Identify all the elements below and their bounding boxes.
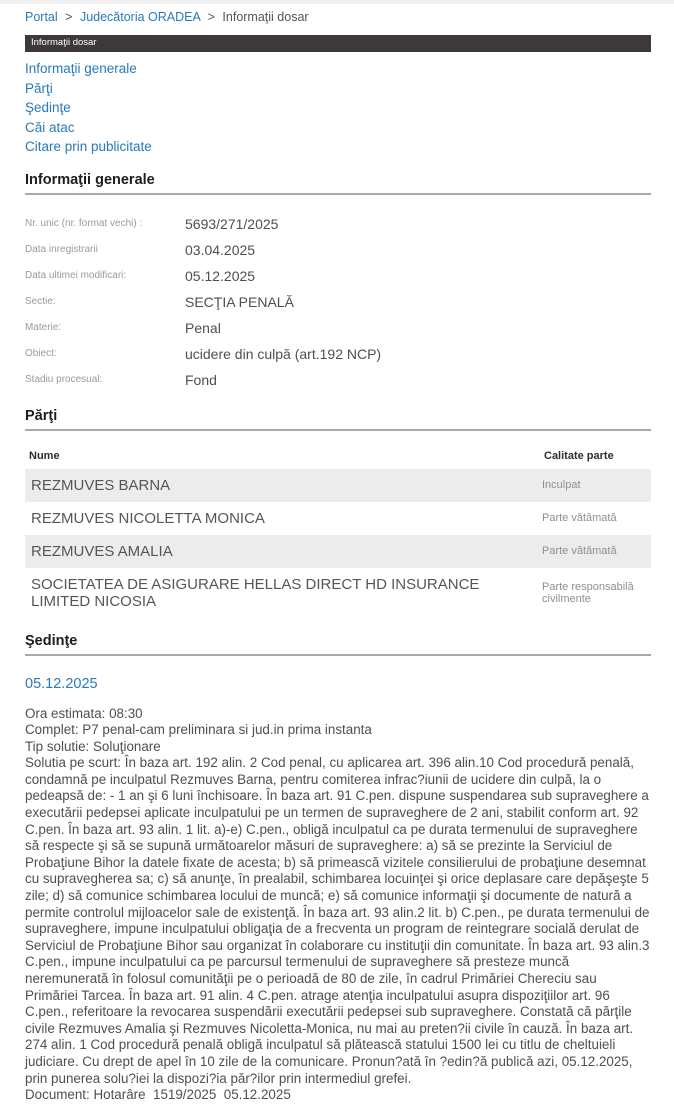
party-name: REZMUVES BARNA bbox=[25, 469, 540, 502]
nav-link-citare-prin-publicitate[interactable]: Citare prin publicitate bbox=[25, 139, 152, 154]
column-header-nume: Nume bbox=[29, 449, 60, 462]
section-informatii-generale bbox=[25, 172, 651, 393]
hearing-details bbox=[25, 706, 651, 1104]
breadcrumb-current-page: Informaţii dosar bbox=[222, 10, 309, 24]
breadcrumb-separator: > bbox=[207, 10, 215, 24]
field-value-matter: Penal bbox=[185, 319, 221, 336]
hearing-solution-summary: Solutia pe scurt: În baza art. 192 alin. 2 Cod penal, cu aplicarea art. 396 alin.10 Cod procedură penală, condamnă pe inculpatul Rezmuves Barna, pentru comiterea infrac?iunii de ucidere din culpă, la o pedeapsă de: - 1 an şi 6 luni închisoare. În baza art. 91 C.pen. dispune suspendarea sub supraveghere a executării pedepsei aplicate inculpatului pe un termen de supraveghere de 2 ani, stabilit conform art. 92 C.pen. În baza art. 93 alin. 1 lit. a)-e) C.pen., obligă inculpatul ca pe durata termenului de supraveghere să respecte şi să se supună următoarelor măsuri de supraveghere: a) să se prezinte la Serviciul de Probaţiune Bihor la datele fixate de acesta; b) să primească vizitele consilierului de probaţiune desemnat cu supravegherea sa; c) să anunţe, în prealabil, schimbarea locuinţei şi orice deplasare care depăşeşte 5 zile; d) să comunice schimbarea locului de muncă; e) să comunice informaţii şi documente de natură a permite controlul mijloacelor sale de existenţă. În baza art. 93 alin.2 lit. b) C.pen., pe durata termenului de supraveghere, impune inculpatului obligaţia de a frecventa un program de reintegrare socială derulat de Serviciul de Probaţiune Bihor sau organizat în colaborare cu instituţii din comunitate. În baza art. 93 alin.3 C.pen., impune inculpatului ca pe parcursul termenului de supraveghere să presteze muncă neremunerată în folosul comunităţii pe o perioadă de 80 de zile, în cadrul Primăriei Chereciu sau Primăriei Tarcea. În baza art. 91 alin. 4 C.pen. atrage atenţia inculpatului asupra dispoziţiilor art. 96 C.pen., referitoare la revocarea suspendării executării pedepsei sub supraveghere. Constată că părţile civile Rezmuves Amalia şi Rezmuves Nicoletta-Monica, nu mai au preten?ii civile în cauză. În baza art. 274 alin. 1 Cod procedură penală obligă inculpatul să plătească statului 1500 lei cu titlu de cheltuieli judiciare. Cu drept de apel în 10 zile de la comunicare. Pronun?ată în ?edin?ă publică azi, 05.12.2025, prin punerea solu?iei la dispozi?ia păr?ilor prin intermediul grefei. bbox=[25, 755, 650, 1086]
field-row-obiect bbox=[25, 341, 651, 367]
hearing-solution-type: Tip solutie: Soluţionare bbox=[25, 738, 161, 754]
field-row-sectie bbox=[25, 289, 651, 315]
field-row-data-inregistrarii bbox=[25, 237, 651, 263]
field-label: Obiect: bbox=[25, 348, 57, 359]
field-value-object: ucidere din culpă (art.192 NCP) bbox=[185, 345, 382, 362]
column-header-calitate-parte: Calitate parte bbox=[544, 449, 614, 462]
section-sedinte bbox=[25, 633, 651, 1104]
party-role: Parte vătămată bbox=[542, 512, 617, 524]
field-label: Data ultimei modificari: bbox=[25, 270, 127, 281]
hearing-panel: Complet: P7 penal-cam preliminara si jud.in prima instanta bbox=[25, 722, 372, 738]
page-content bbox=[25, 10, 651, 1104]
field-label: Nr. unic (nr. format vechi) : bbox=[25, 218, 143, 229]
parties-header-row bbox=[25, 445, 651, 469]
hearing-document: Document: Hotarâre 1519/2025 05.12.2025 bbox=[25, 1087, 291, 1103]
party-role: Parte vătămată bbox=[540, 535, 651, 568]
party-role: Parte responsabilă civilmente bbox=[542, 580, 634, 605]
field-value-stage: Fond bbox=[185, 371, 217, 388]
general-fields bbox=[25, 211, 651, 393]
field-row-data-ultimei-modificari bbox=[25, 263, 651, 289]
section-nav bbox=[25, 59, 651, 157]
field-value-case-number: 5693/271/2025 bbox=[185, 215, 279, 232]
breadcrumb-court-link[interactable]: Judecătoria ORADEA bbox=[79, 10, 201, 24]
field-row-stadiu-procesual bbox=[25, 367, 651, 393]
table-row bbox=[25, 469, 651, 502]
parties-table bbox=[25, 445, 651, 618]
field-label: Sectie: bbox=[25, 296, 56, 307]
hearing-estimated-time: Ora estimata: 08:30 bbox=[25, 705, 143, 721]
party-name: SOCIETATEA DE ASIGURARE HELLAS DIRECT HD INSURANCE LIMITED NICOSIA bbox=[31, 575, 480, 610]
field-value-last-modified-date: 05.12.2025 bbox=[185, 267, 256, 284]
party-name: REZMUVES AMALIA bbox=[25, 535, 540, 568]
section-heading-sedinte: Şedinţe bbox=[25, 633, 651, 656]
field-value-registration-date: 03.04.2025 bbox=[185, 241, 256, 258]
field-label: Stadiu procesual: bbox=[25, 374, 103, 385]
field-value-section: SECŢIA PENALĂ bbox=[185, 293, 294, 310]
nav-link-cai-atac[interactable]: Căi atac bbox=[25, 119, 75, 135]
breadcrumb bbox=[25, 10, 651, 24]
table-row bbox=[25, 502, 651, 535]
nav-link-sedinte[interactable]: Şedinţe bbox=[25, 100, 71, 115]
table-row bbox=[25, 568, 651, 618]
table-row bbox=[25, 535, 651, 568]
breadcrumb-separator: > bbox=[65, 10, 73, 24]
section-heading-informatii-generale: Informaţii generale bbox=[25, 172, 651, 195]
field-label: Data inregistrarii bbox=[25, 244, 98, 255]
section-parti bbox=[25, 408, 651, 618]
field-row-materie bbox=[25, 315, 651, 341]
nav-link-informatii-generale[interactable]: Informaţii generale bbox=[25, 61, 137, 76]
section-heading-parti: Părţi bbox=[25, 408, 651, 431]
party-name: REZMUVES NICOLETTA MONICA bbox=[31, 509, 265, 527]
page-title-bar: Informaţii dosar bbox=[25, 35, 651, 52]
field-row-nr-unic bbox=[25, 211, 651, 237]
party-role: Inculpat bbox=[540, 469, 651, 502]
nav-link-parti[interactable]: Părţi bbox=[25, 80, 53, 96]
hearing-date-link[interactable]: 05.12.2025 bbox=[25, 675, 98, 692]
top-strip bbox=[0, 0, 674, 4]
field-label: Materie: bbox=[25, 322, 62, 333]
breadcrumb-portal-link[interactable]: Portal bbox=[25, 10, 58, 24]
